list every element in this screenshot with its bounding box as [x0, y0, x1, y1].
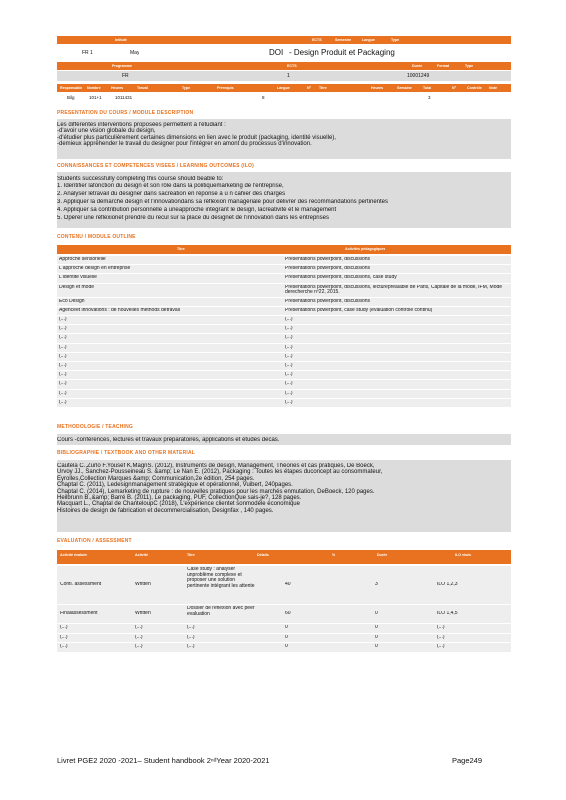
assessment-cell: 0 — [375, 634, 378, 640]
header-label: Note — [489, 86, 497, 90]
ilo-item: 4. Appliquer sa contribution personnelle à uneapproche intégrant le design, lacréativité et le management — [57, 207, 337, 213]
header-label: Format — [437, 64, 450, 68]
header-label: Nombre — [87, 86, 101, 90]
course-title: - Design Produit et Packaging — [289, 48, 395, 57]
header-value: 1 — [287, 73, 290, 79]
assessment-cell: 0 — [285, 644, 288, 649]
outline-activity: Présentations powerpoint, discussions — [285, 298, 371, 304]
assessment-cell: Written — [135, 582, 151, 587]
header-label: Nº — [452, 86, 456, 90]
header-label: Travail — [137, 86, 149, 90]
header-label: Type — [182, 86, 191, 90]
assessment-cell: (...) — [437, 634, 445, 640]
outline-title: (...) — [59, 353, 67, 359]
outline-row — [57, 334, 511, 343]
outline-row — [57, 316, 511, 325]
assessment-cell: (...) — [187, 634, 195, 640]
header-label: Langue — [277, 86, 290, 90]
outline-activity: (...) — [285, 335, 293, 341]
outline-title: (...) — [59, 399, 67, 405]
section-title-presentation: PRESENTATION DU COURS / MODULE DESCRIPTION — [57, 110, 194, 116]
outline-activity: (...) — [285, 363, 293, 368]
outline-row — [57, 325, 511, 334]
outline-row — [57, 371, 511, 380]
header-value: 8 — [262, 95, 265, 100]
ilo-item: 5. Opérer une réflexionet prendre du recul sur la place du designet de l'innovation dans les entreprises — [57, 215, 329, 221]
outline-activity: (...) — [285, 317, 293, 322]
assessment-cell: (...) — [60, 644, 68, 649]
outline-row — [57, 353, 511, 362]
outline-title: L'identité visuelle — [59, 275, 97, 281]
assessment-header-cell: Activité — [135, 553, 148, 557]
outline-row — [57, 390, 511, 399]
outline-title: L'approche design en entreprise — [59, 266, 131, 272]
assessment-cell: (...) — [187, 644, 195, 649]
course-code: FR 1 — [82, 50, 93, 56]
header-label: Nº — [307, 86, 311, 90]
outline-activity: (...) — [285, 390, 293, 396]
assessment-cell: Case study : analyser unproblème complexe et proposer une solution pertinente intégrant les attente — [187, 567, 255, 589]
section-title-outline: CONTENU / MODULE OUTLINE — [57, 234, 136, 240]
assessment-header-cell: Durée — [377, 553, 388, 557]
outline-row — [57, 284, 511, 298]
outline-row — [57, 307, 511, 316]
header-label: Heures — [111, 86, 124, 90]
assessment-cell: 0 — [285, 634, 288, 640]
assessment-cell: 60 — [285, 611, 291, 616]
assessment-row — [57, 624, 511, 634]
ilo-intro: Students successfully completing this course should beable to: — [57, 176, 224, 182]
outline-title: (...) — [59, 363, 67, 368]
outline-header-left: Titre — [177, 247, 185, 251]
assessment-header-cell: Activité évaluée — [60, 553, 88, 557]
assessment-cell: Conti. assessment — [60, 582, 102, 587]
header-value: Bilg — [67, 95, 75, 100]
assessment-cell: (...) — [135, 634, 143, 640]
outline-activity: Présentations powerpoint, discussions — [285, 257, 371, 262]
section-title-teaching: METHODOLOGIE / TEACHING — [57, 424, 133, 430]
header-value: 101+1 — [89, 95, 102, 100]
outline-header — [57, 245, 511, 254]
outline-title: Design et mode — [59, 284, 95, 290]
ilo-item: 3. Appliquer la démarche design et l'innovationdans sa réflexion managériale pour délivrer des recommandations pertinentes — [57, 199, 389, 205]
outline-activity: (...) — [285, 381, 293, 387]
outline-activity: (...) — [285, 399, 293, 405]
header-values-1 — [57, 46, 511, 60]
footer-page-number: Page249 — [452, 756, 483, 765]
ilo-item: 1. Identifier lafonction du design et son rôle dans la politiquemarketing de l'entreprise, — [57, 183, 284, 189]
assessment-row — [57, 643, 511, 653]
outline-title: (...) — [59, 390, 67, 396]
assessment-cell: (...) — [135, 625, 143, 630]
outline-activity: (...) — [285, 326, 293, 332]
outline-row — [57, 380, 511, 389]
header-label: Prérequis — [217, 86, 234, 90]
outline-activity: Présentations powerpoint, discussions — [285, 266, 371, 272]
header-label: Contrôle — [467, 86, 482, 90]
assessment-cell: (...) — [60, 634, 68, 640]
outline-activity: (...) — [285, 344, 293, 350]
outline-title: Eco Design — [59, 298, 85, 304]
header-row-1 — [57, 36, 511, 44]
outline-row — [57, 265, 511, 274]
header-label: Intitulé — [115, 38, 127, 42]
outline-row — [57, 274, 511, 283]
outline-title: (...) — [59, 381, 67, 387]
header-label: Total — [423, 86, 432, 90]
assessment-cell: 40 — [285, 582, 291, 587]
header-label: Semestre — [335, 38, 352, 42]
header-label: ECTS — [287, 64, 297, 68]
assessment-cell: 0 — [375, 644, 378, 649]
outline-row — [57, 362, 511, 371]
header-label: Semaine — [397, 86, 412, 90]
header-values-3 — [57, 93, 511, 103]
outline-row — [57, 298, 511, 307]
header-row-2 — [57, 62, 511, 70]
assessment-header — [57, 550, 511, 564]
header-label: Type — [465, 64, 474, 68]
section-title-ilo: CONNAISSANCES ET COMPETENCES VISEES / LEARNING OUTCOMES (ILO) — [57, 163, 254, 169]
header-label: Titre — [319, 86, 327, 90]
assessment-cell: (...) — [60, 625, 68, 630]
outline-title: Agenceet innovations : de nouvelles methods detravail — [59, 307, 180, 313]
section-title-bibliography: BIBLIOGRAPHIE / TEXTBOOK AND OTHER MATERIAL — [57, 450, 196, 456]
header-label: Responsable — [60, 86, 83, 90]
header-label: Langue — [362, 38, 375, 42]
assessment-cell: Written — [135, 611, 151, 616]
assessment-cell: (...) — [135, 644, 143, 649]
header-value: 1011431 — [115, 95, 133, 100]
assessment-row — [57, 605, 511, 624]
outline-title: (...) — [59, 317, 67, 322]
outline-row — [57, 344, 511, 353]
section-title-assessment: EVALUATION / ASSESSMENT — [57, 538, 132, 544]
header-label: Durée — [412, 64, 423, 68]
outline-title: (...) — [59, 372, 67, 378]
outline-title: (...) — [59, 335, 67, 341]
ilo-item: 2. Analyser letravail du designer dans sacréation en réponse à u n cahier des charges — [57, 191, 286, 197]
assessment-row — [57, 566, 511, 605]
assessment-cell: Finalassessment — [60, 611, 98, 616]
bibliography-text: Cautela C.,Zurlo F.Yousef K.MagnS. (2012), Instruments de design, Management, Théories et cas pratiques, De Boeck, Urvoy JJ., Sanchez-Pousseineau S. &amp; Le Nan E. (2012), Packaging : Toutes les étapes duconcept au consommateur, Eyrolles,Collection Marques &amp; Communication,2e édition, 254 pages. Chaptal C. (2011), Ledesignmanagement stratégique et opérationnel, Vuibert, 240pages. Chaptal C. (2014), Lemarketing de rupture : de nouvelles pratiques pour les marchés enmutation, DeBoeck, 120 pages. Heilbrunn B.,&amp; Barré B. (2011), Le packaging, PUF, CollectionQue sais-je?, 128 pages. Macquart L., Chaptal de ChanteloupC (2018), L'expérience clientet sonmodèle économique Histoires de design de fabrication et decommercialisation, Designfax , 140 pages. — [57, 463, 383, 514]
header-label: Type — [391, 38, 400, 42]
header-label: ECTS — [312, 38, 322, 42]
outline-activity: (...) — [285, 353, 293, 359]
header-label: Heures — [371, 86, 384, 90]
assessment-cell: (...) — [437, 625, 445, 630]
header-value: 3 — [428, 95, 431, 100]
outline-activity: (...) — [285, 372, 293, 378]
outline-title: (...) — [59, 344, 67, 350]
outline-title: (...) — [59, 326, 67, 332]
outline-activity: Présentations powerpoint, case study (évaluation contrôle continu) — [285, 307, 433, 313]
teaching-text: Cours -conférences, lectures et travaux préparatoires, applications et études decas. — [57, 437, 280, 443]
course-title-doi: DOI — [269, 48, 284, 57]
course-semester: May — [130, 50, 140, 56]
assessment-cell: (...) — [437, 644, 445, 649]
header-label: Programme — [112, 64, 132, 68]
assessment-cell: ILO 1,2,3 — [437, 582, 458, 587]
outline-activity: Présentations powerpoint, discussions, case study — [285, 275, 397, 281]
assessment-cell: 0 — [375, 625, 378, 630]
assessment-cell: 0 — [375, 611, 378, 616]
header-row-3 — [57, 84, 511, 92]
assessment-row — [57, 634, 511, 644]
assessment-header-cell: ILO visés — [455, 553, 471, 557]
header-value: 10001249 — [407, 73, 430, 79]
assessment-header-cell: Titre — [187, 553, 195, 557]
presentation-text: Les différentes interventions proposées permettent à l'étudiant : -d'avoir une vision globale du design, -d'étudier plus particulièrement certaines dimensions en lien avec le produit (packaging, identité visuelle), -demieux appréhender le travail du designer pour l'intégrer en amont du processus d'innovation. — [57, 122, 336, 148]
outline-title: Approche sensorielle — [59, 257, 106, 262]
outline-activity: Présentations powerpoint, discussions, lectureprealable de Paris, Capitale de la mode, IFM, Mode derecherche nº22, 2015. — [285, 284, 503, 296]
outline-row — [57, 256, 511, 265]
header-value: FR — [122, 73, 129, 79]
outline-row — [57, 399, 511, 408]
assessment-header-cell: Détails — [257, 553, 269, 557]
assessment-cell: ILO 1,4,5 — [437, 611, 458, 616]
header-values-2 — [57, 71, 511, 81]
assessment-cell: (...) — [187, 625, 195, 630]
assessment-header-cell: % — [332, 553, 336, 557]
assessment-cell: 3 — [375, 582, 378, 587]
assessment-cell: 0 — [285, 625, 288, 630]
assessment-cell: Dossier de réflexion avec peer evaluation — [187, 606, 255, 617]
footer-left: Livret PGE2 2020 -2021– Student handbook 2ⁿᵈYear 2020-2021 — [57, 756, 270, 765]
outline-header-right: Activités pédagogiques — [345, 247, 386, 251]
